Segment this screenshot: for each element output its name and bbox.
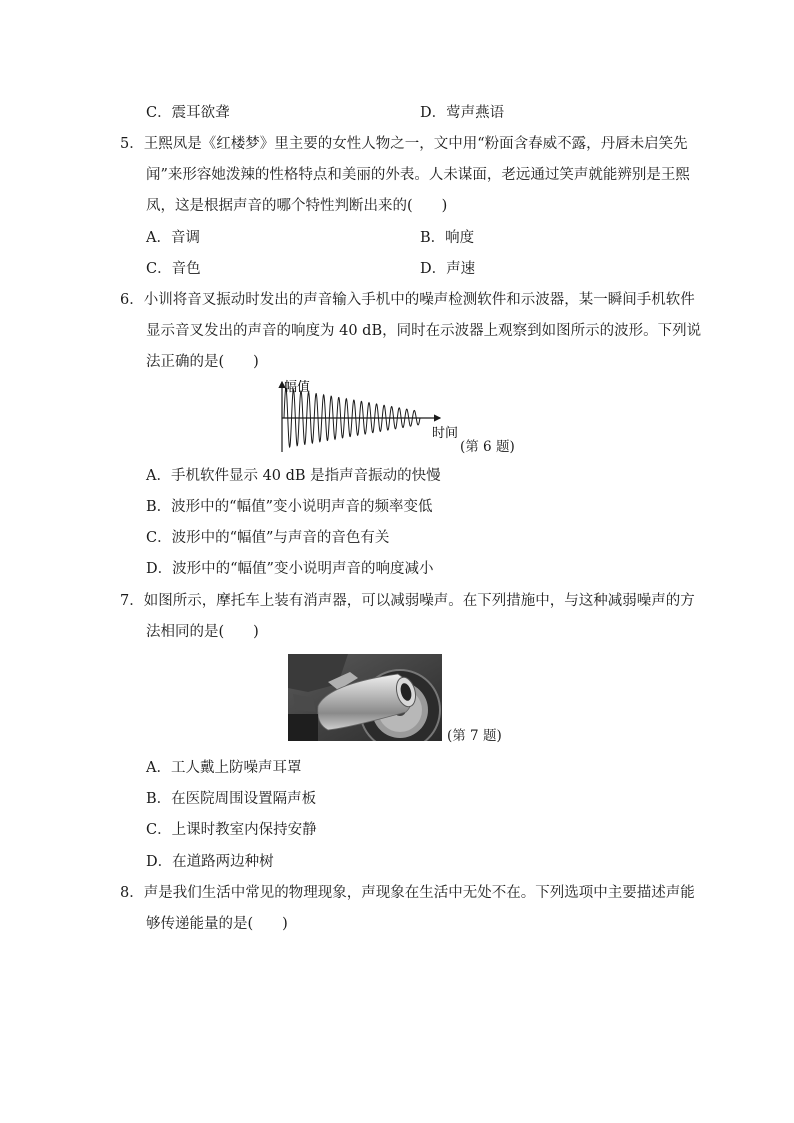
q7-option-b: B．在医院周围设置隔声板 bbox=[146, 791, 317, 807]
q6-option-a: A．手机软件显示 40 dB 是指声音振动的快慢 bbox=[146, 468, 441, 484]
q6-figure-caption: (第 6 题) bbox=[460, 439, 515, 455]
q5-stem-line3: 凤，这是根据声音的哪个特性判断出来的( ) bbox=[146, 198, 448, 214]
q6-stem-line2: 显示音叉发出的声音的响度为 40 dB，同时在示波器上观察到如图所示的波形。下列说 bbox=[146, 323, 702, 339]
q7-figure-caption: (第 7 题) bbox=[447, 728, 502, 744]
q7-option-a: A．工人戴上防噪声耳罩 bbox=[146, 760, 302, 776]
y-axis-label: 幅值 bbox=[284, 380, 311, 395]
q8-stem-line2: 够传递能量的是( ) bbox=[146, 916, 288, 932]
q5-option-b: B．响度 bbox=[420, 230, 475, 246]
q6-option-b: B．波形中的“幅值”变小说明声音的频率变低 bbox=[146, 499, 433, 515]
q6-stem-line1: 6．小训将音叉振动时发出的声音输入手机中的噪声检测软件和示波器，某一瞬间手机软件 bbox=[120, 292, 695, 308]
q5-option-d: D．声速 bbox=[420, 261, 476, 277]
q5-option-c: C．音色 bbox=[146, 261, 201, 277]
x-axis-label: 时间 bbox=[432, 426, 459, 441]
q7-option-d: D．在道路两边种树 bbox=[146, 854, 274, 870]
q5-option-a: A．音调 bbox=[146, 230, 200, 246]
q5-stem-line1: 5．王熙凤是《红楼梦》里主要的女性人物之一，文中用“粉面含春威不露，丹唇未启笑先 bbox=[120, 136, 688, 152]
q7-option-c: C．上课时教室内保持安静 bbox=[146, 822, 317, 838]
q7-stem-line1: 7．如图所示，摩托车上装有消声器，可以减弱噪声。在下列措施中，与这种减弱噪声的方 bbox=[120, 593, 695, 609]
q4-option-c: C．震耳欲聋 bbox=[146, 105, 230, 121]
q8-stem-line1: 8．声是我们生活中常见的物理现象，声现象在生活中无处不在。下列选项中主要描述声能 bbox=[120, 885, 695, 901]
q6-option-c: C．波形中的“幅值”与声音的音色有关 bbox=[146, 530, 390, 546]
q7-stem-line2: 法相同的是( ) bbox=[146, 624, 259, 640]
q6-waveform-figure bbox=[270, 376, 470, 458]
q6-option-d: D．波形中的“幅值”变小说明声音的响度减小 bbox=[146, 561, 434, 577]
q7-muffler-photo bbox=[288, 654, 442, 741]
q5-stem-line2: 闻”来形容她泼辣的性格特点和美丽的外表。人未谋面，老远通过笑声就能辨别是王熙 bbox=[146, 167, 690, 183]
q4-option-d: D．莺声燕语 bbox=[420, 105, 505, 121]
q6-stem-line3: 法正确的是( ) bbox=[146, 354, 259, 370]
